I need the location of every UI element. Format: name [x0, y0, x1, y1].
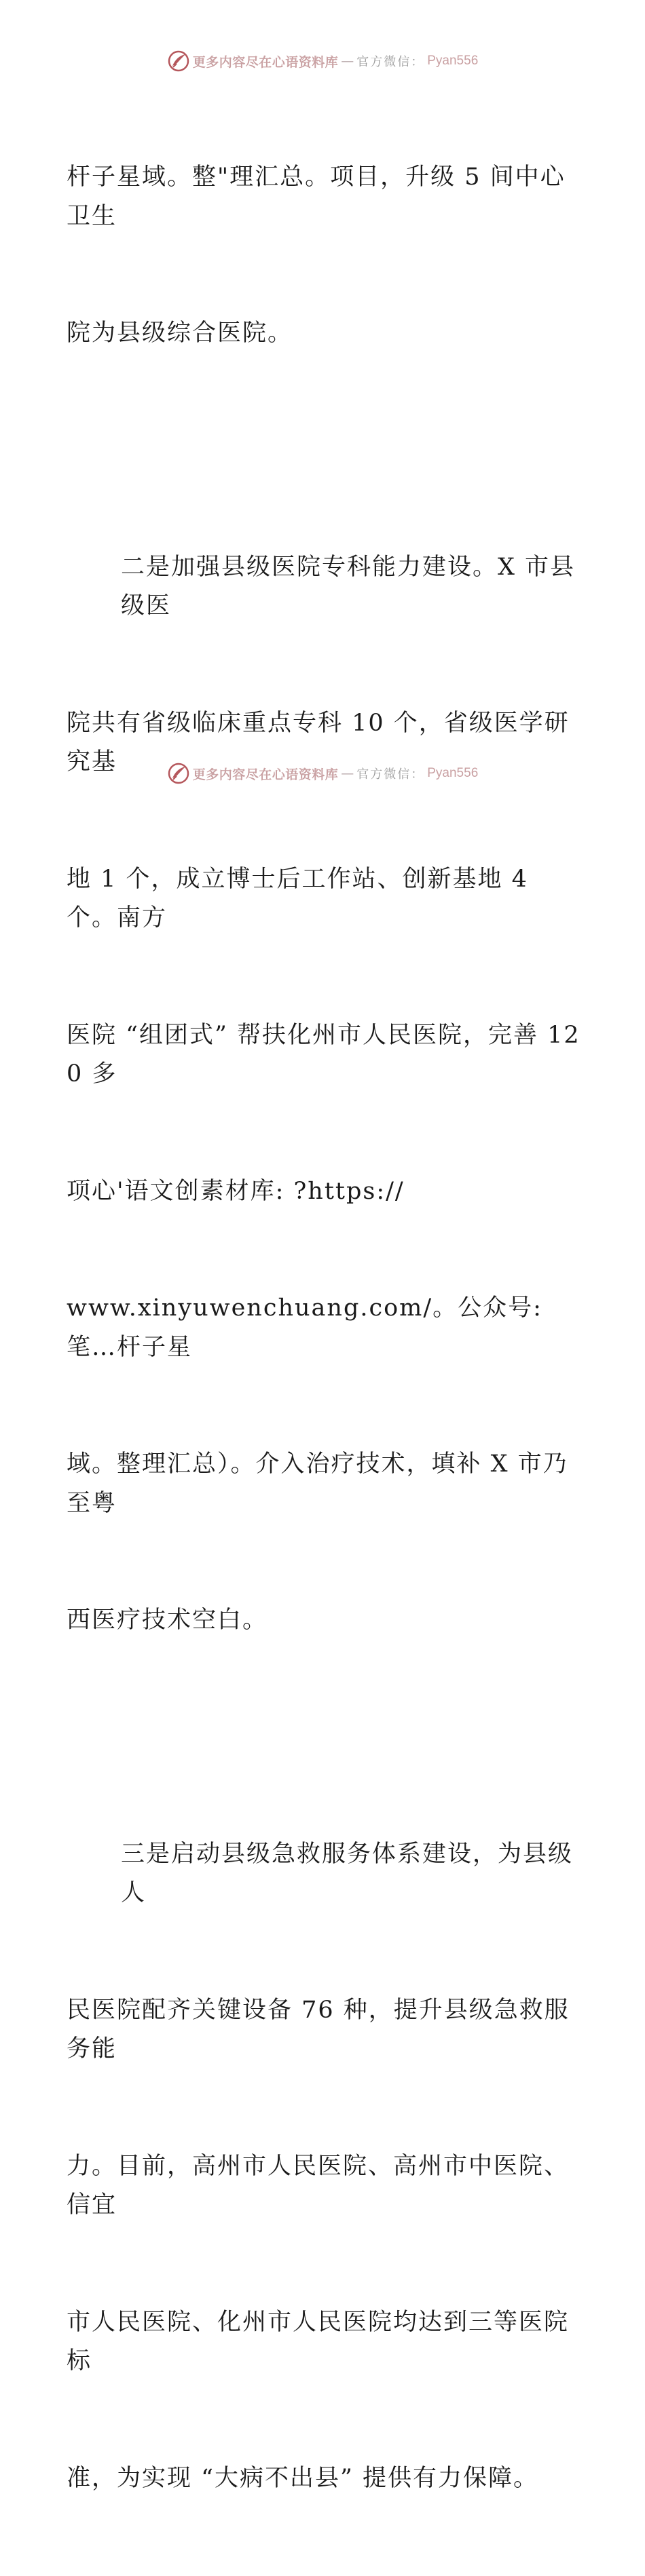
paragraph-line: 市人民医院、化州市人民医院均达到三等医院标	[67, 2303, 583, 2381]
paragraph-3	[67, 1757, 583, 2576]
watermark-wechat-id: Pyan556	[427, 54, 478, 69]
paragraph-line: 准，为实现 “大病不出县” 提供有力保障。	[67, 2459, 583, 2499]
header-watermark	[0, 47, 645, 75]
watermark-wechat-id: Pyan556	[427, 766, 478, 781]
paragraph-line: 杆子星域。整"理汇总。项目，升级 5 间中心卫生	[67, 158, 583, 236]
watermark-separator: —	[341, 766, 354, 781]
watermark-site-text: 更多内容尽在心语资料库	[193, 765, 339, 783]
paragraph-line: 三是启动县级急救服务体系建设，为县级人	[67, 1835, 583, 1913]
quill-logo-icon	[167, 762, 190, 785]
footer-watermark	[0, 760, 645, 787]
watermark-official-label: 官方微信：	[356, 52, 424, 70]
watermark-site-text: 更多内容尽在心语资料库	[193, 52, 339, 71]
paragraph-line: 院为县级综合医院。	[67, 314, 583, 353]
paragraph-line: 地 1 个，成立博士后工作站、创新基地 4 个。南方	[67, 860, 583, 938]
paragraph-line: 民医院配齐关键设备 76 种，提升县级急救服务能	[67, 1991, 583, 2069]
paragraph-line: 院共有省级临床重点专科 10 个，省级医学研究基	[67, 704, 583, 782]
paragraph-line: 域。整理汇总）。介入治疗技术，填补 X 市乃至粤	[67, 1445, 583, 1523]
paragraph-line: 西医疗技术空白。	[67, 1601, 583, 1640]
paragraph-line: 医院 “组团式” 帮扶化州市人民医院，完善 120 多	[67, 1016, 583, 1094]
paragraph-line: 二是加强县级医院专科能力建设。X 市县级医	[67, 548, 583, 626]
document-page	[0, 0, 645, 834]
quill-logo-icon	[167, 50, 190, 73]
paragraph-line: www.xinyuwenchuang.com/。公众号: 笔…杆子星	[67, 1289, 583, 1367]
paragraph-line: 项心'语文创素材库: ?https://	[67, 1172, 583, 1212]
watermark-official-label: 官方微信：	[356, 765, 424, 782]
paragraph-2	[67, 470, 583, 1718]
document-body	[67, 80, 583, 2576]
paragraph-1	[67, 80, 583, 431]
watermark-separator: —	[341, 54, 354, 69]
paragraph-line: 力。目前，高州市人民医院、高州市中医院、信宜	[67, 2147, 583, 2225]
